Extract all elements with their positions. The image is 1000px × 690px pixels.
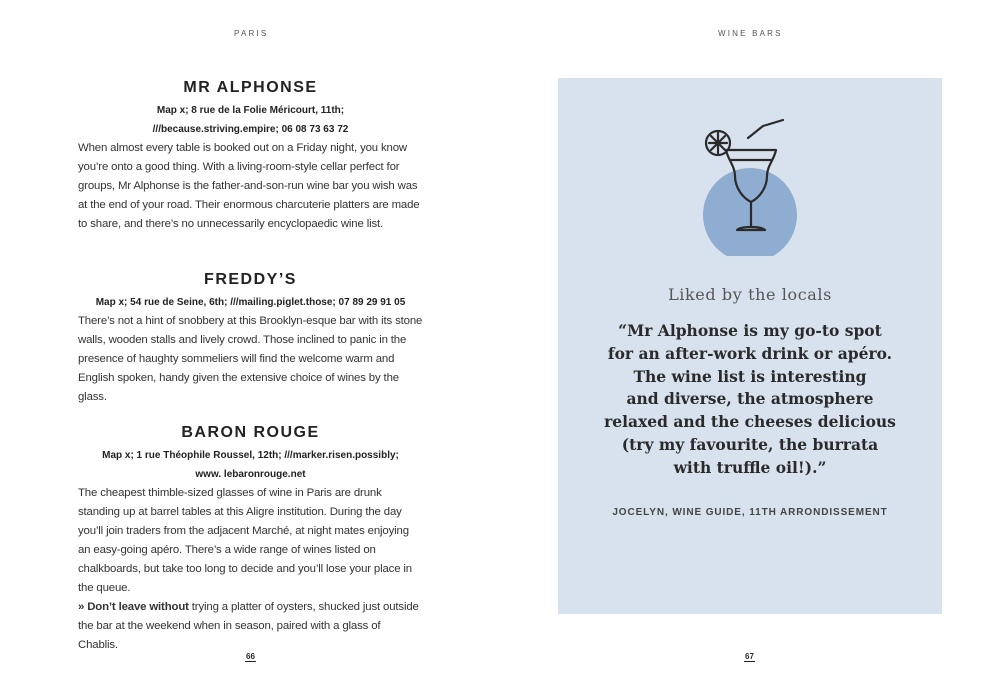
entry-address: Map x; 54 rue de Seine, 6th; ///mailing.piglet.those; 07 89 29 91 05 xyxy=(95,297,406,308)
running-head-left: PARIS xyxy=(234,29,269,38)
quote-line: relaxed and the cheeses delicious xyxy=(604,412,896,432)
entry-description: There’s not a hint of snobbery at this Brooklyn-esque bar with its stone walls, wooden stalls and lively crowd. Those inclined to panic in the presence of haughty sommeliers will find the welcome warm and English spoken, handy given the extensive choice of wines by the glass. xyxy=(78,315,423,403)
quote-line: “Mr Alphonse is my go-to spot xyxy=(618,321,882,340)
entry-title: BARON ROUGE xyxy=(181,424,320,441)
tip-arrow-icon: » xyxy=(78,601,85,613)
entry-description: When almost every table is booked out on a Friday night, you know you’re onto a good thing. With a living-room-style cellar perfect for groups, Mr Alphonse is the father-and-son-run wine bar you wish was at the end of your road. Their enormous charcuterie platters are made to share, and there’s no unnecessarily encyclopaedic wine list. xyxy=(78,142,420,230)
quote-attribution: JOCELYN, WINE GUIDE, 11TH ARRONDISSEMENT xyxy=(612,507,888,518)
cocktail-glass-icon xyxy=(701,116,801,256)
tip-text: trying a platter of oysters, shucked just outside the bar at the weekend when in season, paired with a glass of Chablis. xyxy=(78,601,419,651)
entry-description: The cheapest thimble-sized glasses of wine in Paris are drunk standing up at barrel tables at this Aligre institution. During the day you’ll join traders from the adjacent Marché, at night mates enjoying an easy-going apéro. There’s a wide range of wines listed on chalkboards, but take too long to decide and you’ll lose your place in the queue. xyxy=(78,487,412,594)
tip-label: Don’t leave without xyxy=(87,601,189,613)
quote-line: (try my favourite, the burrata xyxy=(621,434,879,454)
entry-website: www. lebaronrouge.net xyxy=(195,469,306,480)
entry-baron-rouge xyxy=(78,424,423,655)
page-number-right: 67 xyxy=(745,652,754,661)
entry-tip xyxy=(78,598,423,655)
quote-line: with truffle oil!).” xyxy=(673,457,827,477)
entry-mr-alphonse xyxy=(78,79,423,234)
entry-address: Map x; 1 rue Théophile Roussel, 12th; ///marker.risen.possibly; xyxy=(102,450,399,461)
locals-heading: Liked by the locals xyxy=(668,285,832,304)
quote-line: The wine list is interesting xyxy=(633,366,867,386)
locals-sidebar xyxy=(558,78,942,614)
entry-address: Map x; 8 rue de la Folie Méricourt, 11th; xyxy=(156,105,345,116)
quote-line: for an after-work drink or apéro. xyxy=(607,343,893,363)
entry-contact: ///because.striving.empire; 06 08 73 63 72 xyxy=(152,124,349,135)
running-head-right: WINE BARS xyxy=(718,29,783,38)
entry-title: MR ALPHONSE xyxy=(183,79,318,96)
local-quote xyxy=(578,320,922,480)
quote-line: and diverse, the atmosphere xyxy=(626,389,874,409)
entry-title: FREDDY’S xyxy=(204,271,297,288)
page-number-left: 66 xyxy=(246,652,255,661)
entry-freddys xyxy=(78,271,423,407)
